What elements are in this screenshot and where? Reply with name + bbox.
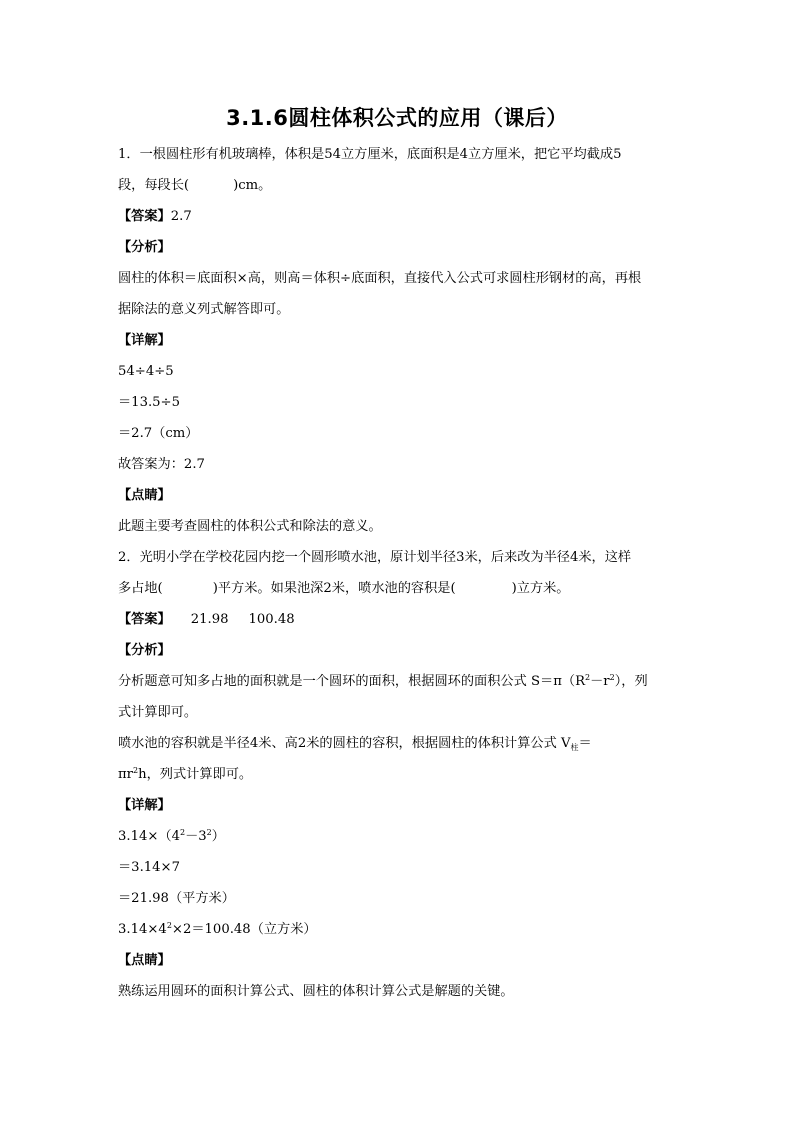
q2-step-part-a: 3.14×4 [118,922,167,937]
q2-step-3: ＝21.98（平方米） [118,891,235,906]
superscript: 2 [609,673,615,682]
q2-answer-value-1: 21.98 [190,612,229,627]
q2-text-part-c: )立方米。 [511,581,570,596]
q2-analysis-label: 【分析】 [118,643,171,658]
q2-analysis-line3 [118,735,592,753]
q2-analysis-part-c: ），列 [614,674,648,689]
q2-text-part-a: 多占地( [118,581,163,596]
q2-step-part-b: －3 [185,829,207,844]
q2-analysis-part-a: πr [118,767,133,782]
q2-step-4 [118,921,317,939]
q1-text-part-b: )cm。 [233,178,272,193]
q1-step-3: ＝2.7（cm） [118,426,199,441]
q1-analysis-line2: 据除法的意义列式解答即可。 [118,302,290,317]
q2-analysis-part-b: －r [590,674,610,689]
q1-answer-value: 2.7 [170,209,192,224]
q2-analysis-line2: 式计算即可。 [118,705,198,720]
q2-analysis-line4 [118,766,252,784]
q2-analysis-part-a: 喷水池的容积就是半径4米、高2米的圆柱的容积，根据圆柱的体积计算公式 V [118,736,571,751]
q2-step-part-a: 3.14×（4 [118,829,180,844]
q2-step-1 [118,828,225,846]
q2-text-line2 [118,580,570,598]
q1-text-line2 [118,177,271,195]
superscript: 2 [585,673,591,682]
q1-text-line1: 1．一根圆柱形有机玻璃棒，体积是54立方厘米，底面积是4立方厘米，把它平均截成5 [118,147,622,162]
q1-comment: 此题主要考查圆柱的体积公式和除法的意义。 [118,519,382,534]
superscript: 2 [132,766,139,775]
superscript: 2 [166,921,172,930]
q2-analysis-part-a: 分析题意可知多占地的面积就是一个圆环的面积，根据圆环的面积公式 S＝π（R [118,674,586,689]
q2-analysis-part-b: h，列式计算即可。 [138,767,253,782]
q2-analysis-line1 [118,673,648,691]
q1-conclusion: 故答案为：2.7 [118,457,205,472]
q2-answer-value-2: 100.48 [248,612,295,627]
superscript: 2 [180,828,186,837]
q2-step-part-c: ） [211,829,225,844]
q2-text-part-b: )平方米。如果池深2米，喷水池的容积是( [212,581,456,596]
q2-step-part-b: ×2＝100.48（立方米） [171,922,317,937]
q1-answer [118,208,192,226]
q1-step-1: 54÷4÷5 [118,364,174,379]
q2-answer-label: 【答案】 [118,612,171,627]
q1-detail-label: 【详解】 [118,333,171,348]
q2-step-2: ＝3.14×7 [118,860,180,875]
q1-analysis-line1: 圆柱的体积＝底面积×高，则高＝体积÷底面积，直接代入公式可求圆柱形钢材的高，再根 [118,271,642,286]
q2-comment-label: 【点睛】 [118,953,171,968]
superscript: 2 [206,828,212,837]
page-title: 3.1.6圆柱体积公式的应用（课后） [226,106,568,130]
q2-analysis-part-b: ＝ [578,736,592,751]
q1-comment-label: 【点睛】 [118,488,171,503]
subscript: 柱 [570,743,579,752]
q2-text-line1: 2．光明小学在学校花园内挖一个圆形喷水池，原计划半径3米，后来改为半径4米，这样 [118,550,632,565]
q1-text-part-a: 段，每段长( [118,178,190,193]
q1-step-2: ＝13.5÷5 [118,395,180,410]
q2-answer [118,611,295,629]
q1-answer-label: 【答案】 [118,209,171,224]
q2-detail-label: 【详解】 [118,798,171,813]
q2-comment: 熟练运用圆环的面积计算公式、圆柱的体积计算公式是解题的关键。 [118,984,514,999]
q1-analysis-label: 【分析】 [118,240,171,255]
